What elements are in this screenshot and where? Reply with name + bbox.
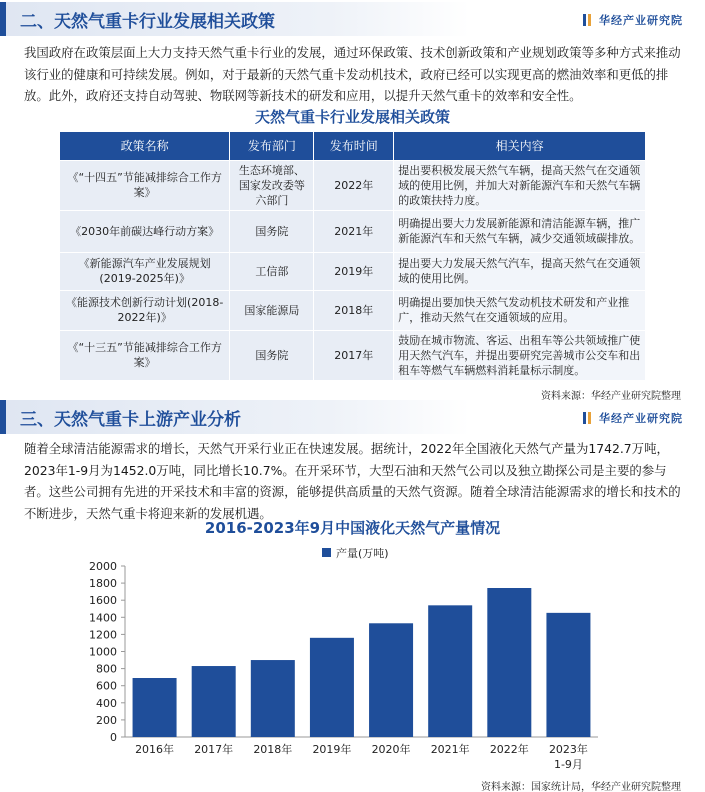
bar (546, 613, 590, 737)
policy-year: 2019年 (314, 252, 394, 290)
bar (487, 588, 531, 737)
brand-icon (583, 412, 593, 424)
policy-name: 《“十三五”节能减排综合工作方案》 (60, 330, 230, 380)
policy-content: 鼓励在城市物流、客运、出租车等公共领域推广使用天然气汽车，并提出要研究完善城市公交车和出租车等燃气车辆燃料消耗量标示制度。 (394, 330, 646, 380)
policy-year: 2022年 (314, 160, 394, 210)
policy-name: 《“十四五”节能减排综合工作方案》 (60, 160, 230, 210)
x-tick-label: 2021年 (430, 743, 470, 756)
bar (369, 623, 413, 737)
policy-year: 2018年 (314, 290, 394, 330)
table-row (60, 252, 646, 290)
policy-content: 明确提出要大力发展新能源和清洁能源车辆，推广新能源汽车和天然气车辆，减少交通领域碳排放。 (394, 210, 646, 252)
policy-paragraph: 我国政府在政策层面上大力支持天然气重卡行业的发展，通过环保政策、技术创新政策和产业规划政策等多种方式来推动该行业的健康和可持续发展。例如，对于最新的天然气重卡发动机技术，政府已经可以实现更高的燃油效率和更低的排放。此外，政府还支持自动驾驶、物联网等新技术的研发和应用，以提升天然气重卡的效率和安全性。 (24, 45, 681, 103)
policy-dept: 工信部 (230, 252, 314, 290)
upstream-paragraph: 随着全球清洁能源需求的增长，天然气开采行业正在快速发展。据统计，2022年全国液化天然气产量为1742.7万吨，2023年1-9月为1452.0万吨，同比增长10.7%。在开采环节，大型石油和天然气公司以及独立勘探公司是主要的参与者。这些公司拥有先进的开采技术和丰富的资源，能够提供高质量的天然气资源。随着全球清洁能源需求的增长和技术的不断进步，天然气重卡将迎来新的发展机遇。 (24, 441, 681, 521)
policy-year: 2021年 (314, 210, 394, 252)
section-title: 二、天然气重卡行业发展相关政策 (20, 11, 275, 32)
table-source: 资料来源：华经产业研究院整理 (541, 391, 681, 402)
policy-dept: 生态环境部、国家发改委等六部门 (230, 160, 314, 210)
policy-dept: 国务院 (230, 330, 314, 380)
chart-title: 2016-2023年9月中国液化天然气产量情况 (204, 519, 501, 537)
y-tick-label: 0 (110, 731, 117, 744)
policy-dept: 国家能源局 (230, 290, 314, 330)
chart-source: 资料来源：国家统计局，华经产业研究院整理 (481, 782, 681, 792)
legend-label: 产量(万吨) (336, 547, 389, 560)
y-tick-label: 1400 (89, 611, 117, 625)
table-row (60, 290, 646, 330)
y-tick-label: 2000 (89, 560, 117, 573)
policy-content: 提出要大力发展天然气汽车，提高天然气在交通领域的使用比例。 (394, 252, 646, 290)
brand-icon (583, 14, 593, 26)
policy-year: 2017年 (314, 330, 394, 380)
x-tick-label: 1-9月 (553, 758, 583, 771)
policy-content: 明确提出要加快天然气发动机技术研发和产业推广，推动天然气在交通领域的应用。 (394, 290, 646, 330)
section-header-policy (0, 2, 705, 36)
policy-name: 《能源技术创新行动计划(2018-2022年)》 (60, 290, 230, 330)
brand-logo (583, 410, 683, 426)
bar (192, 666, 236, 737)
legend-swatch (322, 548, 331, 557)
x-tick-label: 2023年 (548, 743, 588, 756)
x-tick-label: 2022年 (489, 743, 529, 756)
y-tick-label: 1000 (89, 645, 117, 659)
y-tick-label: 600 (96, 679, 117, 693)
column-header: 发布时间 (314, 132, 394, 160)
y-tick-label: 1600 (89, 594, 117, 608)
brand-name: 华经产业研究院 (599, 412, 683, 425)
y-tick-label: 1800 (89, 577, 117, 591)
brand-logo (583, 12, 683, 28)
section-header-upstream (0, 400, 705, 434)
y-tick-label: 800 (96, 662, 117, 676)
table-title: 天然气重卡行业发展相关政策 (254, 108, 450, 126)
x-tick-label: 2018年 (253, 743, 293, 756)
table-row (60, 160, 646, 210)
x-tick-label: 2017年 (194, 743, 234, 756)
brand-name: 华经产业研究院 (599, 14, 683, 27)
table-row (60, 330, 646, 380)
bar (251, 660, 295, 737)
column-header: 相关内容 (394, 132, 646, 160)
bar (310, 638, 354, 737)
column-header: 发布部门 (230, 132, 314, 160)
lng-output-chart (0, 540, 705, 780)
y-tick-label: 1200 (89, 628, 117, 642)
column-header: 政策名称 (60, 132, 230, 160)
x-tick-label: 2019年 (312, 743, 352, 756)
table-header-row (60, 132, 646, 160)
bar (428, 605, 472, 737)
table-row (60, 210, 646, 252)
policy-name: 《新能源汽车产业发展规划(2019-2025年)》 (60, 252, 230, 290)
policy-content: 提出要积极发展天然气车辆，提高天然气在交通领域的使用比例，并加大对新能源汽车和天然气车辆的政策扶持力度。 (394, 160, 646, 210)
x-tick-label: 2016年 (135, 743, 175, 756)
policy-table (60, 132, 646, 380)
chart-bars (133, 588, 591, 737)
bar (133, 678, 177, 737)
section-title: 三、天然气重卡上游产业分析 (20, 409, 241, 430)
y-tick-label: 400 (96, 696, 117, 710)
x-tick-label: 2020年 (371, 743, 411, 756)
policy-dept: 国务院 (230, 210, 314, 252)
y-tick-label: 200 (96, 713, 117, 727)
policy-name: 《2030年前碳达峰行动方案》 (60, 210, 230, 252)
chart-legend (322, 546, 389, 560)
